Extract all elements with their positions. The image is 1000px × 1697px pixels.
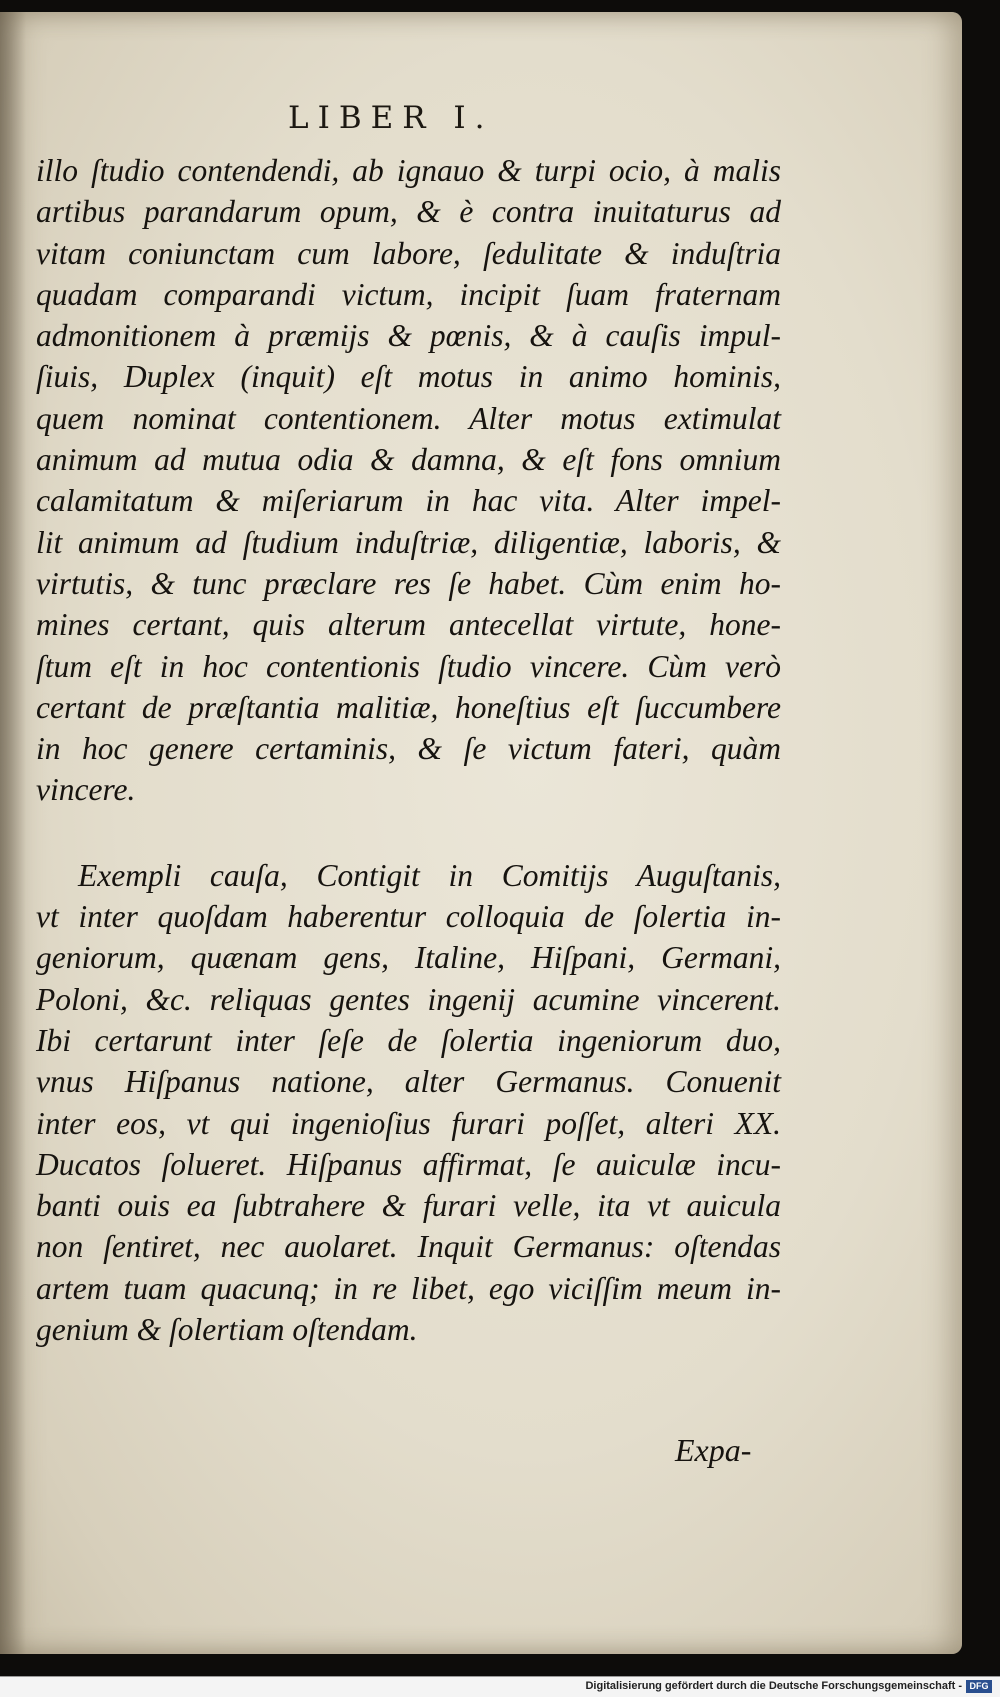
footer-bar xyxy=(0,1676,1000,1697)
running-head: LIBER I. xyxy=(288,100,494,136)
text-line: admonitionem à præmijs & pœnis, & à cauſis impul- xyxy=(36,318,781,354)
text-line: banti ouis ea ſubtrahere & furari velle, ita vt auicula xyxy=(36,1188,781,1224)
text-line: non ſentiret, nec auolaret. Inquit Germanus: oſtendas xyxy=(36,1229,781,1265)
text-line: Exempli cauſa, Contigit in Comitijs Auguſtanis, xyxy=(78,857,781,893)
text-line: ſtum eſt in hoc contentionis ſtudio vincere. Cùm verò xyxy=(36,648,781,684)
text-line: mines certant, quis alterum antecellat virtute, hone- xyxy=(36,607,781,643)
text-line: lit animum ad ſtudium induſtriæ, diligentiæ, laboris, & xyxy=(36,524,781,560)
text-line: vitam coniunctam cum labore, ſedulitate & induſtria xyxy=(36,235,781,271)
text-line: artem tuam quacunq; in re libet, ego viciſſim meum in- xyxy=(36,1270,781,1306)
text-line: ſiuis, Duplex (inquit) eſt motus in animo hominis, xyxy=(36,359,781,395)
text-line: Ibi certarunt inter ſeſe de ſolertia ingeniorum duo, xyxy=(36,1022,781,1058)
text-line: geniorum, quænam gens, Italine, Hiſpani, Germani, xyxy=(36,940,781,976)
text-line: vnus Hiſpanus natione, alter Germanus. Conuenit xyxy=(36,1064,781,1100)
text-line: illo ſtudio contendendi, ab ignauo & turpi ocio, à malis xyxy=(36,153,781,188)
text-line: inter eos, vt qui ingenioſius furari poſſet, alteri XX. xyxy=(36,1105,781,1141)
paragraph-gap xyxy=(36,811,781,855)
text-line: genium & ſolertiam oſtendam. xyxy=(36,1312,418,1348)
catchword: Expa- xyxy=(675,1432,752,1468)
text-line: Poloni, &c. reliquas gentes ingenij acumine vincerent. xyxy=(36,981,781,1017)
text-line: artibus parandarum opum, & è contra inuitaturus ad xyxy=(36,194,781,230)
paragraph-1 xyxy=(36,150,781,811)
text-line: vt inter quoſdam haberentur colloquia de ſolertia in- xyxy=(36,899,781,935)
body-text xyxy=(36,150,781,1350)
paragraph-2 xyxy=(36,855,781,1351)
text-line: vincere. xyxy=(36,772,136,808)
text-line: certant de præſtantia malitiæ, honeſtius eſt ſuccumbere xyxy=(36,689,781,725)
text-line: virtutis, & tunc præclare res ſe habet. Cùm enim ho- xyxy=(36,565,781,601)
text-line: in hoc genere certaminis, & ſe victum fateri, quàm xyxy=(36,731,781,767)
text-line: animum ad mutua odia & damna, & eſt fons omnium xyxy=(36,442,781,478)
dfg-logo-icon: DFG xyxy=(966,1680,992,1693)
book-page xyxy=(0,12,962,1654)
text-line: calamitatum & miſeriarum in hac vita. Alter impel- xyxy=(36,483,781,519)
text-line: quadam comparandi victum, incipit ſuam fraternam xyxy=(36,276,781,312)
text-line: quem nominat contentionem. Alter motus extimulat xyxy=(36,400,781,436)
footer-credit: Digitalisierung gefördert durch die Deutsche Forschungsgemeinschaft - xyxy=(585,1680,962,1692)
text-line: Ducatos ſolueret. Hiſpanus affirmat, ſe auiculæ incu- xyxy=(36,1146,781,1182)
